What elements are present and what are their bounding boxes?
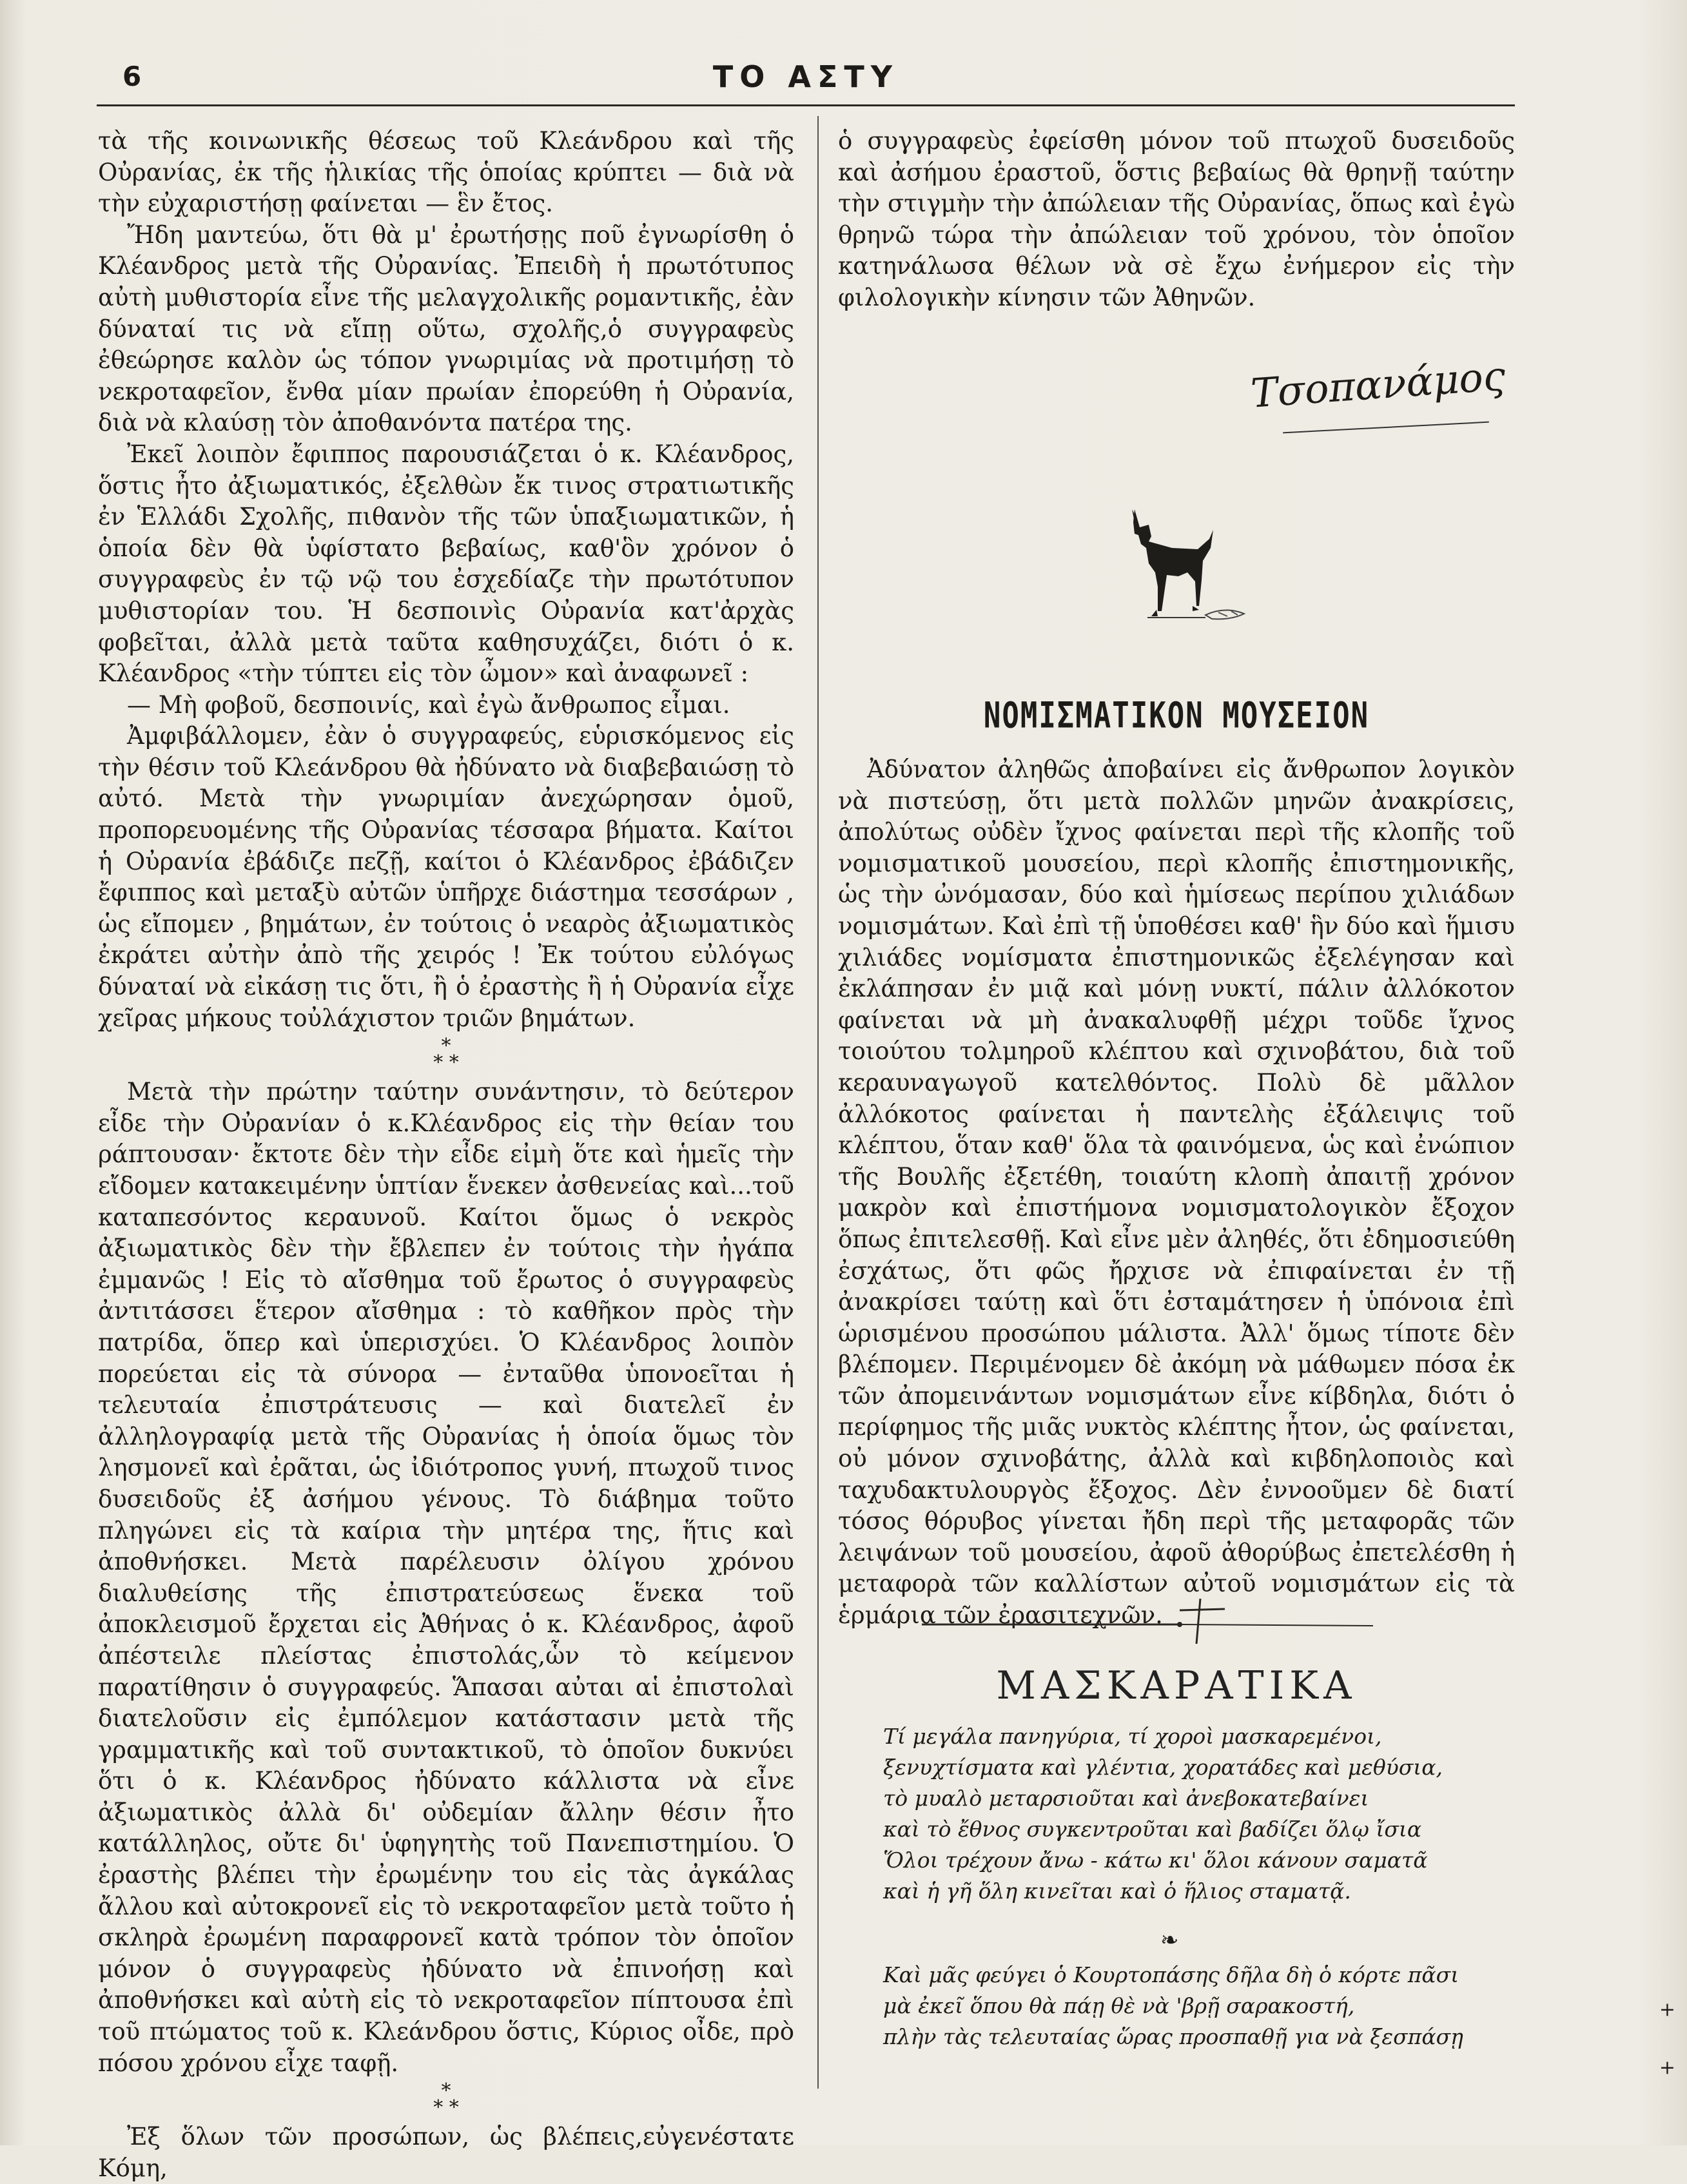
paragraph: Ἐξ ὅλων τῶν προσώπων, ὡς βλέπεις,εὐγενέστατε Κόμη, <box>98 2123 794 2182</box>
paragraph: Μετὰ τὴν πρώτην ταύτην συνάντησιν, τὸ δεύτερον εἶδε τὴν Οὐρανίαν ὁ κ.Κλέανδρος εἰς τὴν θείαν του ράπτουσαν· ἔκτοτε δὲν τὴν εἶδε εἰμὴ ὅτε καὶ ἡμεῖς τὴν εἴδομεν κατακειμένην ὑπτίαν ἕνεκεν ἀσθενείας καὶ...τοῦ καταπεσόντος κεραυνοῦ. Καίτοι ὅμως ὁ νεκρὸς ἀξιωματικὸς δὲν τὴν ἔβλεπεν ἐν τούτοις τὴν ἠγάπα ἐμμανῶς ! Εἰς τὸ αἴσθημα τοῦ ἔρωτος ὁ συγγραφεὺς ἀντιτάσσει ἕτερον αἴσθημα : τὸ καθῆκον πρὸς τὴν πατρίδα, ὅπερ καὶ ὑπερισχύει. Ὁ Κλέανδρος λοιπὸν πορεύεται εἰς τὰ σύνορα — ἐνταῦθα ὑπονοεῖται ἡ τελευταία ἐπιστράτευσις — καὶ διατελεῖ ἐν ἀλληλογραφίᾳ μετὰ τῆς Οὐρανίας ἡ ὁποία ὅμως τὸν λησμονεῖ καὶ ἐρᾶται, ὡς ἰδιότροπος γυνή, πτωχοῦ τινος δυσειδοῦς ἐξ ἀσήμου γένους. Τὸ διάβημα τοῦτο πληγώνει εἰς τὰ καίρια τὴν μητέρα της, ἥτις καὶ ἀποθνήσκει. Μετὰ παρέλευσιν ὀλίγου χρόνου διαλυθείσης τῆς ἐπιστρατεύσεως ἕνεκα τοῦ ἀποκλεισμοῦ ἔρχεται εἰς Ἀθήνας ὁ κ. Κλέανδρος, ἀφοῦ ἀπέστειλε πλείστας ἐπιστολάς,ὧν τὸ κείμενον παρατίθησιν ὁ συγγραφεύς. Ἅπασαι αὐται αἱ ἐπιστολαὶ διατελοῦσιν εἰς ἐμπόλεμον κατάστασιν μετὰ τῆς γραμματικῆς καὶ τοῦ συντακτικοῦ, τὸ ὁποῖον δυκνύει ὅτι ὁ κ. Κλέανδρος ἠδύνατο κάλλιστα νὰ εἶνε ἀξιωματικὸς ἀλλὰ δι' οὐδεμίαν ἄλλην θέσιν ἦτο κατάλληλος, οὔτε δι' ὑφηγητὴς τοῦ Πανεπιστημίου. Ὁ ἐραστὴς βλέπει τὴν ἐρωμένην του εἰς τὰς ἀγκάλας ἄλλου καὶ αὐτοκρονεῖ εἰς τὸ νεκροταφεῖον μετὰ τοῦτο ἡ σκληρὰ ἐρωμένη παραφρονεῖ κατὰ τρόπον τὸν ὁποῖον μόνον ὁ συγγραφεὺς ἠδύνατο νὰ ἐπινοήσῃ καὶ ἀποθνήσκει καὶ αὐτὴ εἰς τὸ νεκροταφεῖον πίπτουσα ἐπὶ τοῦ πτώματος τοῦ κ. Κλεάνδρου ὅστις, Κύριος οἶδε, πρὸ πόσου χρόνου εἶχε ταφῇ. <box>98 1078 794 2077</box>
poem-line: πλὴν τὰς τελευταίας ὥρας προσπαθῇ για νὰ ξεσπάσῃ <box>883 2024 1463 2049</box>
poem-line: Ὅλοι τρέχουν ἄνω - κάτω κι' ὅλοι κάνουν σαματᾶ <box>883 1848 1428 1873</box>
paragraph: τὰ τῆς κοινωνικῆς θέσεως τοῦ Κλεάνδρου καὶ τῆς Οὐρανίας, ἐκ τῆς ἡλικίας τῆς ὁποίας κρύπτει — διὰ νὰ τὴν εὐχαριστήσῃ φαίνεται — ἓν ἔτος. <box>98 127 794 218</box>
poem-line: καὶ τὸ ἔθνος συγκεντροῦται καὶ βαδίζει ὅλῳ ἴσια <box>883 1817 1422 1842</box>
poem-line: Τί μεγάλα πανηγύρια, τί χοροὶ μασκαρεμένοι, <box>883 1724 1382 1749</box>
paragraph: — Μὴ φοβοῦ, δεσποινίς, καὶ ἐγὼ ἄνθρωπος εἶμαι. <box>127 690 730 719</box>
page-number: 6 <box>122 61 142 92</box>
dog-illustration-icon <box>1089 496 1257 625</box>
section-title: ΝΟΜΙΣΜΑΤΙΚΟΝ ΜΟΥΣΕΙΟΝ <box>983 695 1370 737</box>
ornamental-divider-icon <box>922 1586 1412 1644</box>
paragraph: Ἤδη μαντεύω, ὅτι θὰ μ' ἐρωτήσῃς ποῦ ἐγνωρίσθη ὁ Κλέανδρος μετὰ τῆς Οὐρανίας. Ἐπειδὴ ἡ πρωτότυπος αὐτὴ μυθιστορία εἶνε τῆς μελαγχολικῆς ρομαντικῆς, ἐὰν δύναταί τις νὰ εἴπῃ οὕτω, σχολῆς,ὁ συγγραφεὺς ἐθεώρησε καλὸν ὡς τόπον γνωριμίας νὰ προτιμήσῃ τὸ νεκροταφεῖον, ἔνθα μίαν πρωίαν ἐπορεύθη ἡ Οὐρανία, διὰ νὰ κλαύσῃ τὸν ἀποθανόντα πατέρα της. <box>98 220 794 437</box>
paragraph: ὁ συγγραφεὺς ἐφείσθη μόνον τοῦ πτωχοῦ δυσειδοῦς καὶ ἀσήμου ἐραστοῦ, ὅστις βεβαίως θὰ θρηνῇ ταύτην τὴν στιγμὴν τὴν ἀπώλειαν τῆς Οὐρανίας, ὅπως καὶ ἐγὼ θρηνῶ τώρα τὴν ἀπώλειαν τοῦ χρόνου, τὸν ὁποῖον κατηνάλωσα θέλων νὰ σὲ ἔχω ἐνήμερον εἰς τὴν φιλολογικὴν κίνησιν τῶν Ἀθηνῶν. <box>838 127 1515 311</box>
poem-line: Καὶ μᾶς φεύγει ὁ Κουρτοπάσης δῆλα δὴ ὁ κόρτε πᾶσι <box>883 1962 1459 1987</box>
article-body <box>838 754 1515 1632</box>
header-rule <box>97 104 1515 106</box>
column-divider <box>817 116 819 2089</box>
paragraph: Ἀμφιβάλλομεν, ἐὰν ὁ συγγραφεύς, εὑρισκόμενος εἰς τὴν θέσιν τοῦ Κλεάνδρου θὰ ἠδύνατο νὰ διαβεβαιώσῃ τὸ αὐτό. Μετὰ τὴν γνωριμίαν ἀνεχώρησαν ὁμοῦ, προπορευομένης τῆς Οὐρανίας τέσσαρα βήματα. Καίτοι ἡ Οὐρανία ἐβάδιζε πεζῇ, καίτοι ὁ Κλέανδρος ἐβάδιζεν ἔφιππος καὶ μεταξὺ αὐτῶν ὑπῆρχε διάστημα τεσσάρων , ὡς εἴπομεν , βημάτων, ἐν τούτοις ὁ νεαρὸς ἀξιωματικὸς ἐκράτει αὐτὴν ἀπὸ τῆς χειρός ! Ἐκ τούτου εὐλόγως δύναταί νὰ εἰκάσῃ τις ὅτι, ἢ ὁ ἐραστὴς ἢ ἡ Οὐρανία εἶχε χεῖρας μήκους τοὐλάχιστον τριῶν βημάτων. <box>98 722 794 1032</box>
poem-line: μὰ ἐκεῖ ὅπου θὰ πάῃ θὲ νὰ 'βρῇ σαρακοστή, <box>883 1993 1355 2018</box>
poem-line: καὶ ἡ γῆ ὅλη κινεῖται καὶ ὁ ἥλιος σταματᾷ. <box>883 1878 1351 1904</box>
author-signature: Τσοπανάμος <box>1249 352 1507 417</box>
flourish-icon: ❧ <box>1160 1927 1179 1953</box>
paragraph: Ἀδύνατον ἀληθῶς ἀποβαίνει εἰς ἄνθρωπον λογικὸν νὰ πιστεύσῃ, ὅτι μετὰ πολλῶν μηνῶν ἀνακρίσεις, ἀπολύτως οὐδὲν ἴχνος φαίνεται περὶ τῆς κλοπῆς τοῦ νομισματικοῦ μουσείου, περὶ κλοπῆς ἐπιστημονικῆς, ὡς τὴν ὠνόμασαν, δύο καὶ ἡμίσεως περίπου χιλιάδων νομισμάτων. Καὶ ἐπὶ τῇ ὑποθέσει καθ' ἣν δύο καὶ ἥμισυ χιλιάδες νομίσματα ἐπιστημονικῶς ἐξελέγησαν καὶ ἐκλάπησαν ἐν μιᾷ καὶ μόνῃ νυκτί, πάλιν ἀλλόκοτον φαίνεται νὰ μὴ ἀνακαλυφθῇ μέχρι τοῦδε ἴχνος τοιούτου τολμηροῦ κλέπτου καὶ σχινοβάτου, διὰ τοῦ κεραυναγωγοῦ κατελθόντος. Πολὺ δὲ μᾶλλον ἀλλόκοτος φαίνεται ἡ παντελὴς ἐξάλειψις τοῦ κλέπτου, ὅταν καθ' ὅλα τὰ φαινόμενα, ὡς καὶ ἐνώπιον τῆς Βουλῆς ἐξετέθη, τοιαύτη κλοπὴ ἀπαιτῇ χρόνον μακρὸν καὶ ἐπιστήμονα νομισματολογικὸν ἔξοχον ὅπως ἐπιτελεσθῇ. Καὶ εἶνε μὲν ἀληθές, ὅτι ἐδημοσιεύθη ἐσχάτως, ὅτι φῶς ἤρχισε νὰ ἐπιφαίνεται ἐν τῇ ἀνακρίσει ταύτῃ καὶ ὅτι ἐσταμάτησεν ἡ ὑπόνοια ἐπὶ ὡρισμένου προσώπου μάλιστα. Ἀλλ' ὅμως τίποτε δὲν βλέπομεν. Περιμένομεν δὲ ἀκόμη νὰ μάθωμεν πόσα ἐκ τῶν ἀπομεινάντων νομισμάτων εἶνε κίβδηλα, διότι ὁ περίφημος τῆς μιᾶς νυκτὸς κλέπτης ἦτον, ὡς φαίνεται, οὐ μόνον σχινοβάτης, ἀλλὰ καὶ κιβδηλοποιὸς καὶ ταχυδακτυλουργὸς ἔξοχος. Δὲν ἐννοοῦμεν δὲ διατί τόσος θόρυβος γίνεται ἤδη περὶ τῆς μεταφορᾶς τῶν λειψάνων τοῦ μουσείου, ἀφοῦ ἀθορύβως ἐπετελέσθη ἡ μεταφορὰ τῶν καλλίστων αὐτοῦ νομισμάτων εἰς τὰ ἑρμάρια τῶν ἐρασιτεχνῶν. <box>838 756 1515 1630</box>
poem-line: τὸ μυαλὸ μεταρσιοῦται καὶ ἀνεβοκατεβαίνει <box>883 1786 1369 1811</box>
page-header <box>97 57 1515 102</box>
poem-stanza <box>883 1960 1502 2052</box>
section-title: ΜΑΣΚΑΡΑΤΙΚΑ <box>996 1663 1357 1708</box>
asterism-icon: * * * <box>433 2080 459 2120</box>
right-column <box>838 126 1515 314</box>
poem-line: ξενυχτίσματα καὶ γλέντια, χορατάδες καὶ μεθύσια, <box>883 1755 1443 1780</box>
signature-underline <box>1283 422 1489 434</box>
edge-mark-icon: + <box>1659 2056 1675 2079</box>
asterism-icon: * * * <box>433 1035 459 1075</box>
edge-mark-icon: + <box>1659 1998 1675 2021</box>
paragraph: Ἐκεῖ λοιπὸν ἔφιππος παρουσιάζεται ὁ κ. Κλέανδρος, ὅστις ἦτο ἀξιωματικός, ἐξελθὼν ἔκ τινος στρατιωτικῆς ἐν Ἑλλάδι Σχολῆς, πιθανὸν τῆς τῶν ὑπαξιωματικῶν, ἡ ὁποία δὲν θὰ ὑφίστατο βεβαίως, καθ'ὃν χρόνον ὁ συγγραφεὺς ἐν τῷ νῷ του ἐσχεδίαζε τὴν πρωτότυπον μυθιστορίαν του. Ἡ δεσποινὶς Οὐρανία κατ'ἀρχὰς φοβεῖται, ἀλλὰ μετὰ ταῦτα καθησυχάζει, διότι ὁ κ. Κλέανδρος «τὴν τύπτει εἰς τὸν ὦμον» καὶ ἀναφωνεῖ : <box>98 440 794 688</box>
left-column <box>98 126 794 2184</box>
poem-stanza <box>883 1721 1502 1907</box>
masthead-title: ΤΟ ΑΣΤΥ <box>712 59 899 94</box>
